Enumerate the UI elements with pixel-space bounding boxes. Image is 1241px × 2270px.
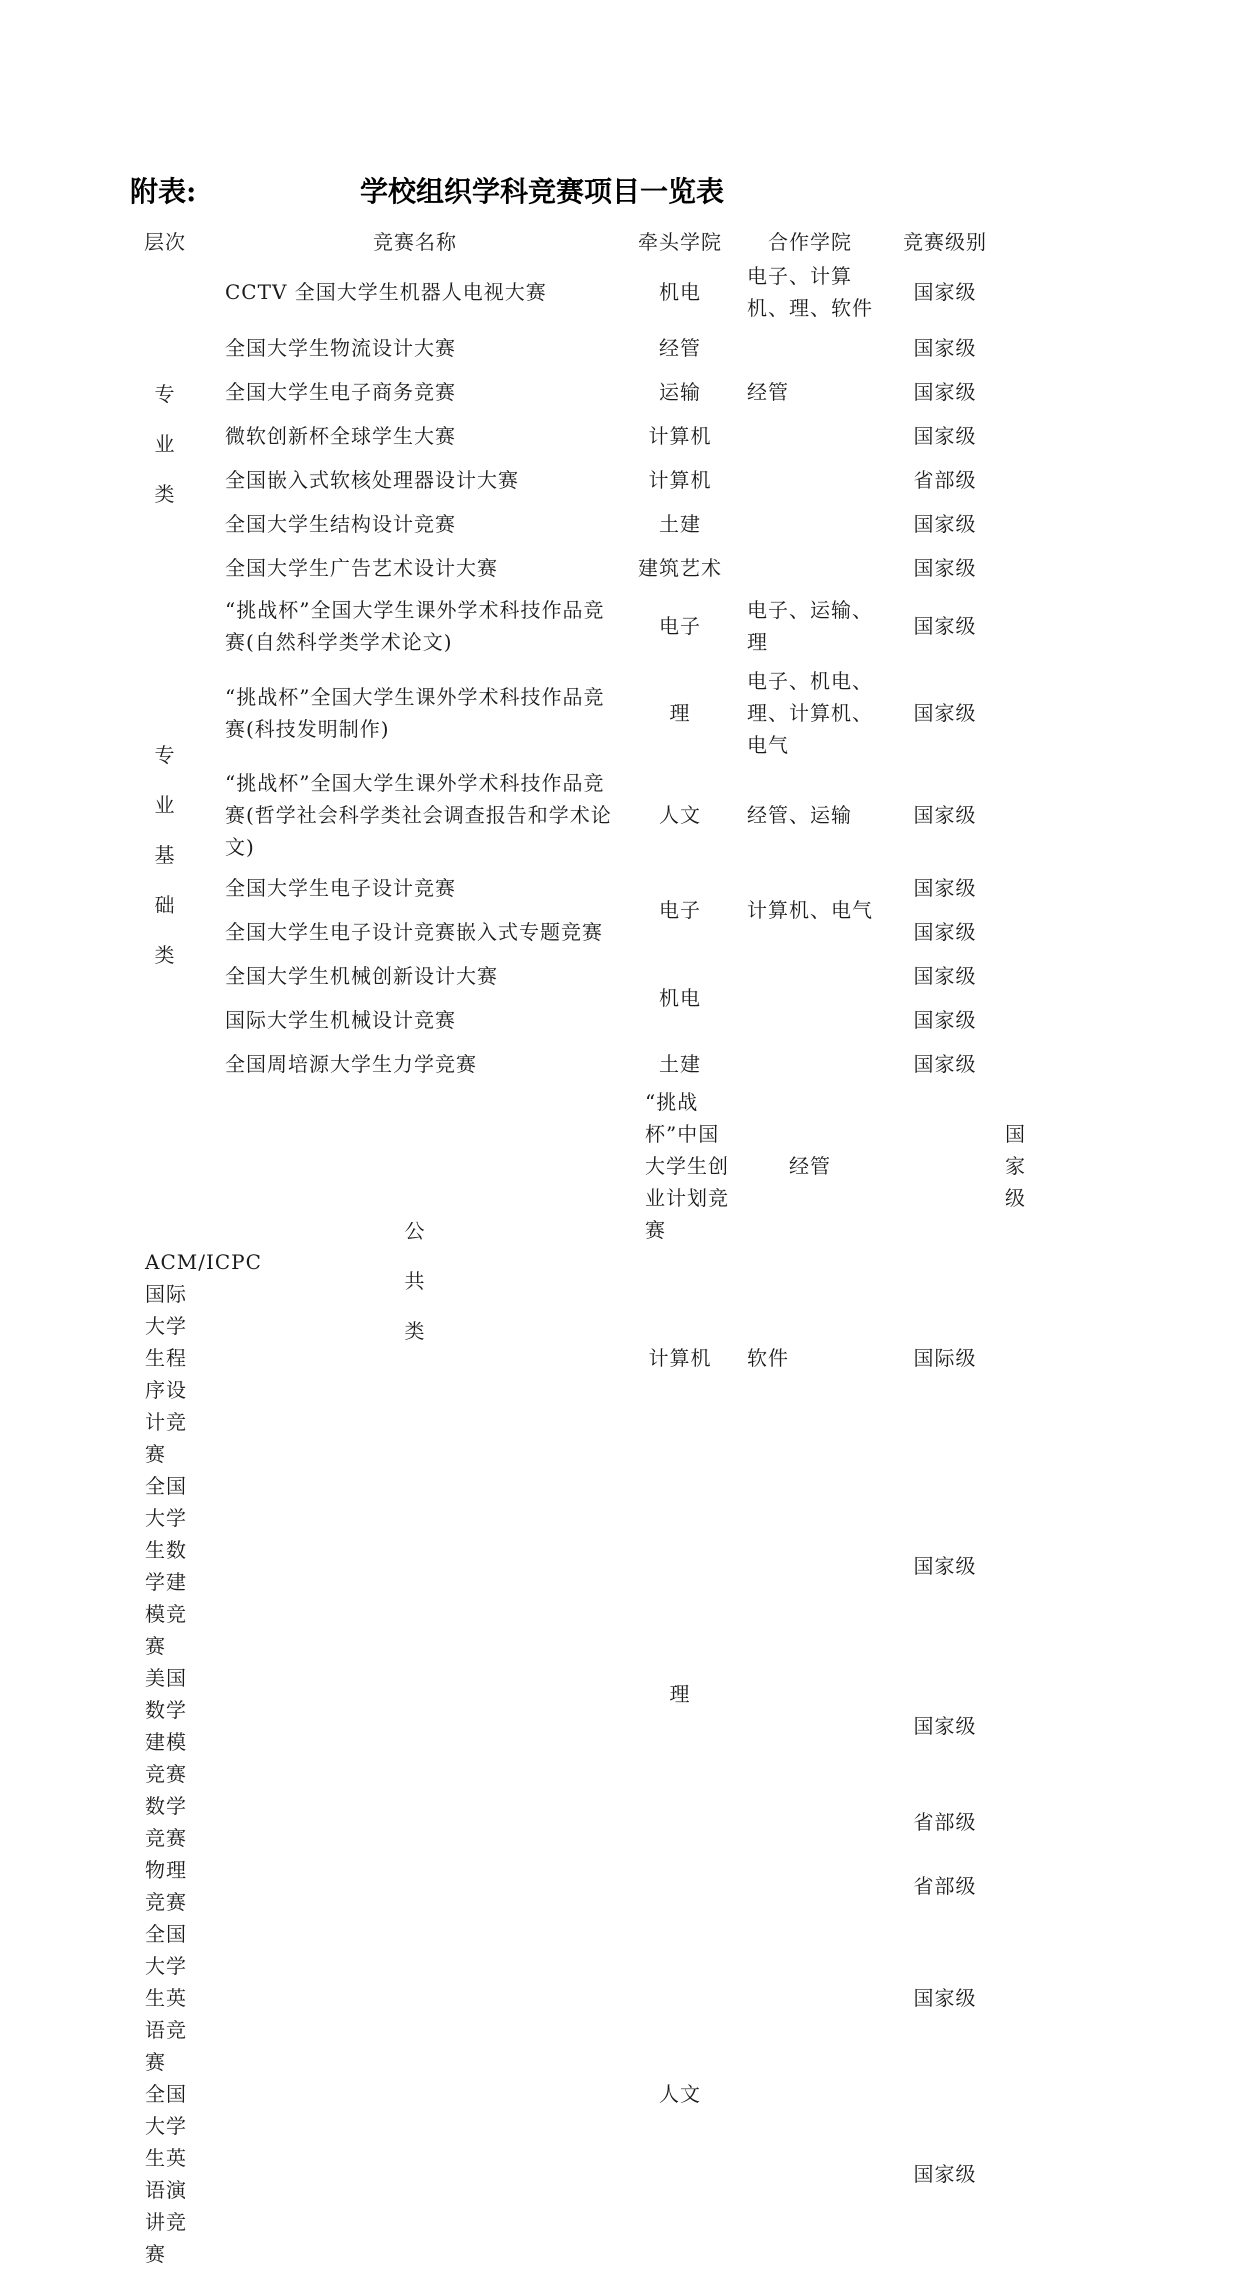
competition-name: 全国大学生电子设计竞赛嵌入式专题竞赛 xyxy=(225,920,603,944)
competition-grade: 国际级 xyxy=(913,1346,977,1370)
coop-college: 经管 xyxy=(747,380,789,404)
lead-college: 经管 xyxy=(659,336,701,360)
lead-college: 机电 xyxy=(659,986,701,1010)
competition-name: 数学竞赛 xyxy=(145,1794,187,1850)
column-header-name: 竞赛名称 xyxy=(373,229,457,254)
coop-college xyxy=(885,1086,1005,1246)
competition-grade: 省部级 xyxy=(913,1874,977,1898)
table-row xyxy=(125,1042,1005,1086)
heading-prefix: 附表: xyxy=(130,175,197,208)
competition-name: 全国周培源大学生力学竞赛 xyxy=(225,1052,477,1076)
competition-name: 美国数学建模竞赛 xyxy=(145,1666,187,1786)
competition-name: 全国大学生数学建模竞赛 xyxy=(145,1474,187,1658)
table-row: 公共类 “挑战杯”中国大学生创业计划竞赛 经管 国家级 xyxy=(125,1086,1005,1246)
lead-college: 机电 xyxy=(659,280,701,304)
coop-college: 经管、运输 xyxy=(747,803,852,827)
competition-name: 全国大学生电子商务竞赛 xyxy=(225,380,456,404)
table-row xyxy=(125,414,1005,458)
competition-grade: 国家级 xyxy=(913,1554,977,1578)
coop-college xyxy=(735,954,885,1042)
competition-name: CCTV 全国大学生机器人电视大赛 xyxy=(225,280,547,304)
competition-name: 全国嵌入式软核处理器设计大赛 xyxy=(225,468,519,492)
lead-college: 土建 xyxy=(659,1052,701,1076)
coop-college xyxy=(735,326,885,370)
competition-name: 全国大学生英语演讲竞赛 xyxy=(145,2082,187,2266)
competition-grade: 省部级 xyxy=(913,468,977,492)
competition-grade: 国家级 xyxy=(913,280,977,304)
lead-college: 人文 xyxy=(659,803,701,827)
table-row xyxy=(125,866,1005,910)
coop-college xyxy=(735,414,885,458)
lead-college: 建筑艺术 xyxy=(638,556,722,580)
coop-college: 计算机、电气 xyxy=(747,898,873,922)
table-row xyxy=(125,326,1005,370)
lead-college: 计算机 xyxy=(648,424,712,448)
competition-name: “挑战杯”中国大学生创业计划竞赛 xyxy=(645,1090,729,1242)
table-row xyxy=(125,590,1005,662)
page-title: 学校组织学科竞赛项目一览表 xyxy=(360,175,725,208)
coop-college: 软件 xyxy=(747,1346,789,1370)
coop-college xyxy=(735,1918,885,2270)
column-header-level: 层次 xyxy=(144,229,186,254)
lead-college: 经管 xyxy=(789,1154,831,1178)
competition-grade: 国家级 xyxy=(913,1008,977,1032)
table-row xyxy=(125,662,1005,764)
lead-college: 理 xyxy=(669,1682,691,1706)
competition-grade: 国家级 xyxy=(913,920,977,944)
competition-grade: 国家级 xyxy=(913,512,977,536)
lead-college: 电子 xyxy=(659,614,701,638)
level-cell-professional xyxy=(125,258,205,590)
table-header-row xyxy=(125,222,1005,258)
level-label: 专业基础类 xyxy=(154,743,176,967)
competition-name: 全国大学生英语竞赛 xyxy=(145,1922,187,2074)
lead-college: 计算机 xyxy=(648,468,712,492)
competition-name: “挑战杯”全国大学生课外学术科技作品竞赛(科技发明制作) xyxy=(225,685,605,741)
competition-grade: 国家级 xyxy=(913,701,977,725)
competition-grade: 国家级 xyxy=(913,876,977,900)
table-row xyxy=(125,370,1005,414)
competition-grade: 国家级 xyxy=(913,964,977,988)
competition-name: “挑战杯”全国大学生课外学术科技作品竞赛(哲学社会科学类社会调查报告和学术论文) xyxy=(225,771,612,859)
competition-name: “挑战杯”全国大学生课外学术科技作品竞赛(自然科学类学术论文) xyxy=(225,598,605,654)
competition-name: 全国大学生物流设计大赛 xyxy=(225,336,456,360)
level-cell-public xyxy=(205,1086,625,2270)
level-label: 专业类 xyxy=(154,382,176,506)
competition-grade: 国家级 xyxy=(913,803,977,827)
lead-college: 人文 xyxy=(659,2082,701,2106)
coop-college xyxy=(735,502,885,546)
lead-college: 电子 xyxy=(659,898,701,922)
coop-college xyxy=(735,1042,885,1086)
table-row xyxy=(125,258,1005,326)
competition-grade: 国家级 xyxy=(913,1986,977,2010)
competition-grade: 国家级 xyxy=(913,424,977,448)
competition-grade: 国家级 xyxy=(913,2162,977,2186)
competition-grade: 国家级 xyxy=(913,1052,977,1076)
table-row xyxy=(125,764,1005,866)
column-header-lead: 牵头学院 xyxy=(638,229,722,254)
table-row xyxy=(125,502,1005,546)
competition-name: 物理竞赛 xyxy=(145,1858,187,1914)
competition-name: ACM/ICPC 国际大学生程序设计竞赛 xyxy=(145,1250,262,1466)
competition-name: 全国大学生电子设计竞赛 xyxy=(225,876,456,900)
competition-grade: 国家级 xyxy=(913,1714,977,1738)
competition-grade: 省部级 xyxy=(913,1810,977,1834)
table-row xyxy=(125,954,1005,998)
coop-college: 电子、计算机、理、软件 xyxy=(747,264,873,320)
level-cell-foundation xyxy=(125,590,205,1246)
coop-college xyxy=(735,546,885,590)
competition-name: 全国大学生机械创新设计大赛 xyxy=(225,964,498,988)
lead-college: 运输 xyxy=(659,380,701,404)
competition-name: 微软创新杯全球学生大赛 xyxy=(225,424,456,448)
coop-college: 电子、机电、理、计算机、电气 xyxy=(747,669,873,757)
competition-name: 全国大学生结构设计竞赛 xyxy=(225,512,456,536)
table-row xyxy=(125,546,1005,590)
coop-college: 电子、运输、理 xyxy=(747,598,873,654)
column-header-coop: 合作学院 xyxy=(768,229,852,254)
competition-grade: 国家级 xyxy=(913,614,977,638)
competition-name: 国际大学生机械设计竞赛 xyxy=(225,1008,456,1032)
competition-name: 全国大学生广告艺术设计大赛 xyxy=(225,556,498,580)
lead-college: 计算机 xyxy=(648,1346,712,1370)
lead-college: 理 xyxy=(669,701,691,725)
coop-college xyxy=(735,458,885,502)
column-header-grade: 竞赛级别 xyxy=(903,229,987,254)
competition-grade: 国家级 xyxy=(913,336,977,360)
level-label: 公共类 xyxy=(404,1219,426,1343)
competition-grade: 国家级 xyxy=(913,380,977,404)
coop-college xyxy=(735,1470,885,1918)
competition-grade: 国家级 xyxy=(913,556,977,580)
table-row xyxy=(125,458,1005,502)
lead-college: 土建 xyxy=(659,512,701,536)
competition-table xyxy=(125,222,1026,2270)
